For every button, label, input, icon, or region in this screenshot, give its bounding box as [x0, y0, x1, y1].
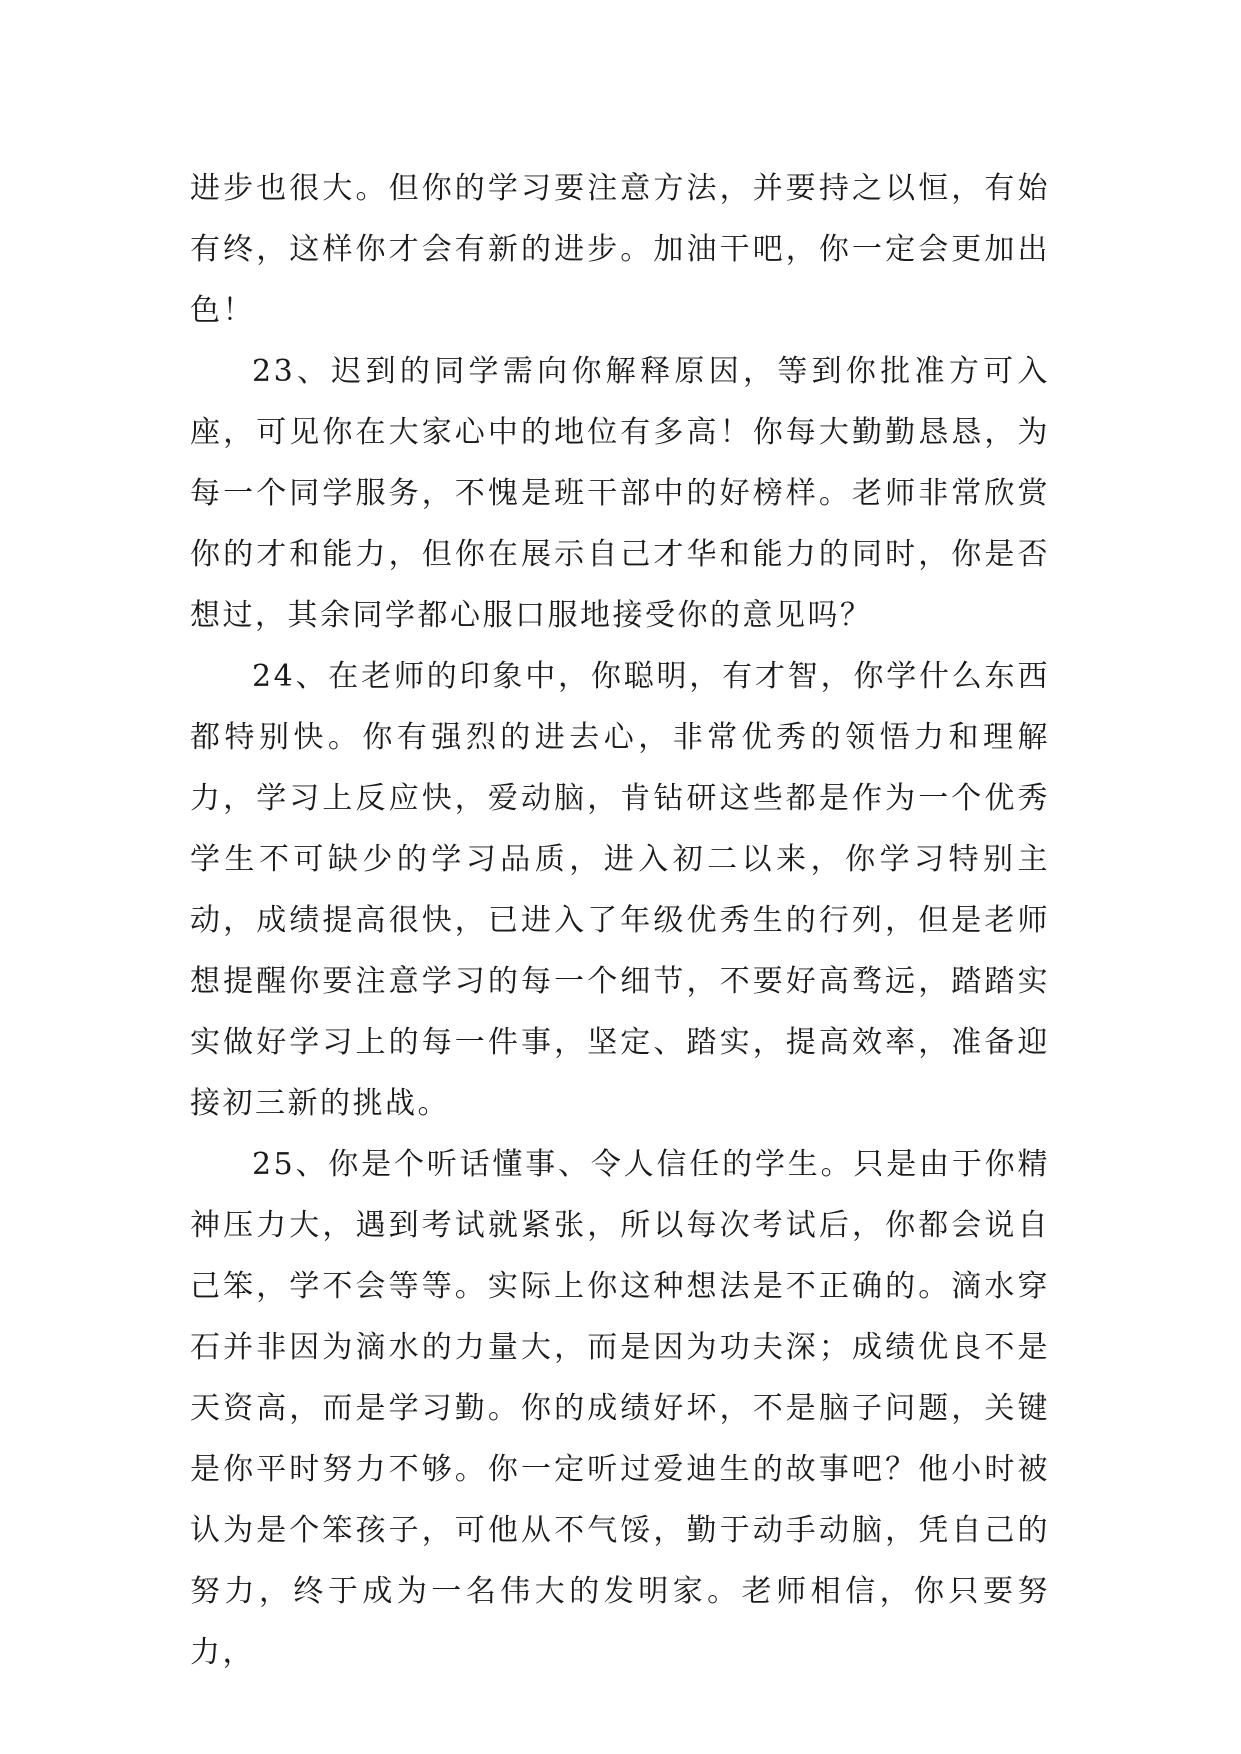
paragraph-comment-25: 25、你是个听话懂事、令人信任的学生。只是由于你精神压力大，遇到考试就紧张，所以每次考试后，你都会说自己笨，学不会等等。实际上你这种想法是不正确的。滴水穿石并非因为滴水的力量大，而是因为功夫深；成绩优良不是天资高，而是学习勤。你的成绩好坏，不是脑子问题，关键是你平时努力不够。你一定听过爱迪生的故事吧？他小时被认为是个笨孩子，可他从不气馁，勤于动手动脑，凭自己的努力，终于成为一名伟大的发明家。老师相信，你只要努力， [190, 1147, 1050, 1670]
document-body [190, 158, 1050, 1683]
paragraph-comment-24: 24、在老师的印象中，你聪明，有才智，你学什么东西都特别快。你有强烈的进去心，非常优秀的领悟力和理解力，学习上反应快，爱动脑，肯钻研这些都是作为一个优秀学生不可缺少的学习品质，进入初二以来，你学习特别主动，成绩提高很快，已进入了年级优秀生的行列，但是老师想提醒你要注意学习的每一个细节，不要好高骛远，踏踏实实做好学习上的每一件事，坚定、踏实，提高效率，准备迎接初三新的挑战。 [190, 659, 1050, 1121]
paragraph-continued: 进步也很大。但你的学习要注意方法，并要持之以恒，有始有终，这样你才会有新的进步。加油干吧，你一定会更加出色！ [190, 171, 1050, 328]
paragraph-comment-23: 23、迟到的同学需向你解释原因，等到你批准方可入座，可见你在大家心中的地位有多高！你每大勤勤恳恳，为每一个同学服务，不愧是班干部中的好榜样。老师非常欣赏你的才和能力，但你在展示自己才华和能力的同时，你是否想过，其余同学都心服口服地接受你的意见吗？ [190, 354, 1050, 633]
